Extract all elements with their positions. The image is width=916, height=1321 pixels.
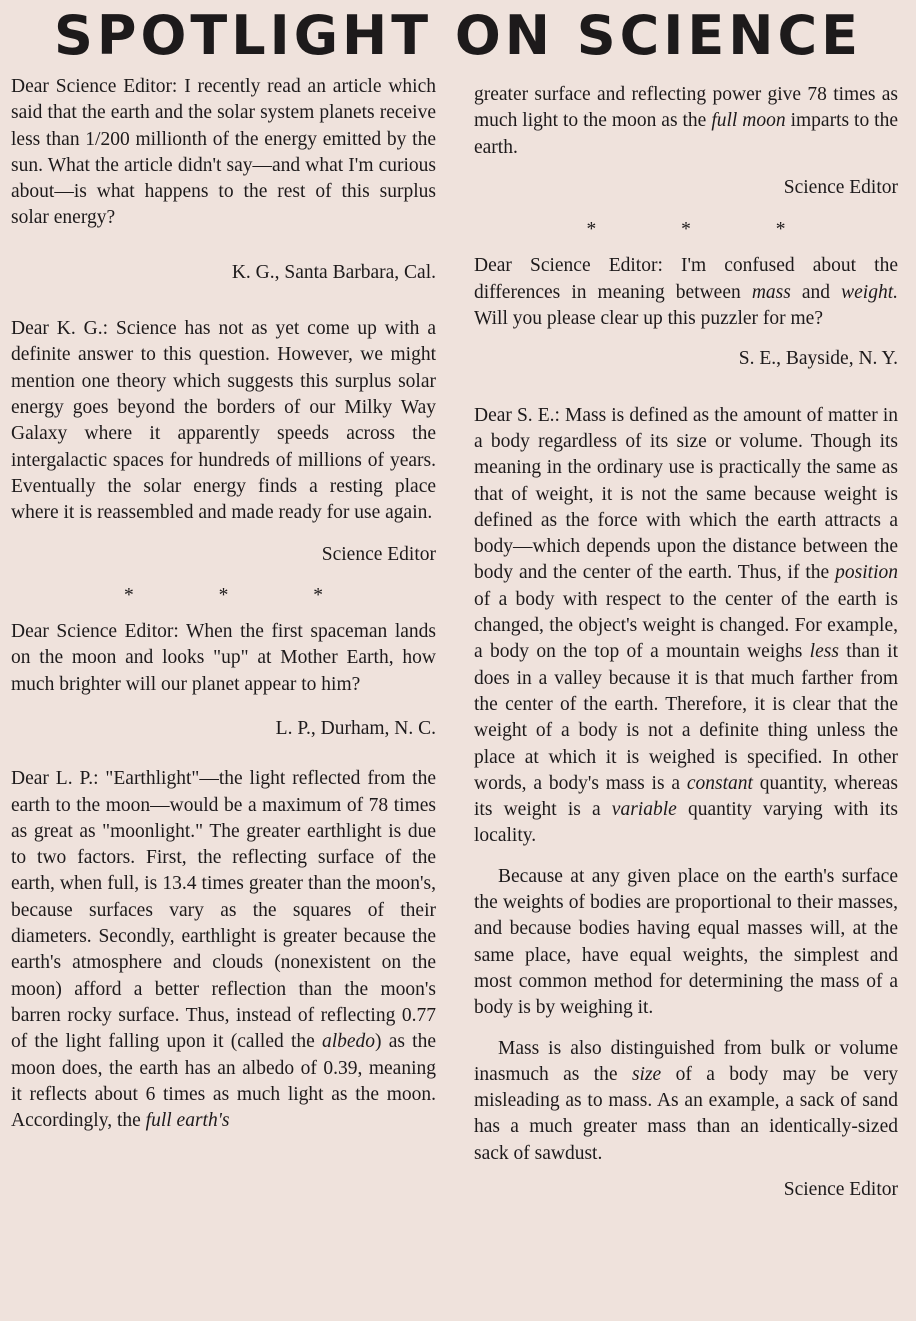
- answer-2-emphasis-full-earth: full earth's: [145, 1110, 230, 1132]
- answer-2-text-a: Dear L. P.: "Earthlight"—the light reflected from the earth to the moon—would be a maximum of 78 times as great as "moonlight." The greater earthlight is due to two factors. First, the reflecting surface of the earth, when full, is 13.4 times greater than the moon's, because surfaces vary as the squares of their diameters. Secondly, earthlight is greater because the earth's atmosphere and clouds (nonexistent on the moon) afford a better reflection than the moon's barren rocky surface. Thus, instead of reflecting 0.77 of the light falling upon it (called the: [11, 768, 436, 1053]
- editor-signature-1: Science Editor: [321, 544, 436, 566]
- paragraph-3-text-a: Mass is also distinguished from bulk or volume inasmuch as the: [474, 1037, 898, 1085]
- question-3-text-c: Will you please clear up this puzzler for me?: [474, 308, 823, 330]
- continuation-text-b: imparts to the earth.: [474, 110, 898, 158]
- letter-signature-3: S. E., Bayside, N. Y.: [738, 348, 898, 370]
- editor-answer-3: [474, 403, 898, 850]
- paragraph-3-emphasis-size: size: [631, 1063, 662, 1085]
- answer-3-emphasis-constant: constant: [686, 772, 753, 794]
- paragraph-3-text-b: of a body may be very misleading as to mass. As an example, a sack of sand has a much greater mass than an identically-sized sack of sawdust.: [474, 1063, 898, 1164]
- question-3-emphasis-mass: mass: [751, 281, 791, 303]
- page-title: SPOTLIGHT ON SCIENCE: [54, 4, 862, 67]
- letter-question-2: Dear Science Editor: When the first spaceman lands on the moon and looks "up" at Mother Earth, how much brighter will our planet appear to him?: [11, 621, 436, 695]
- continuation-emphasis-full-moon: full moon: [711, 110, 786, 132]
- continuation-text-a: greater surface and reflecting power give 78 times as much light to the moon as the: [474, 84, 898, 132]
- answer-3-paragraph-2: Because at any given place on the earth's surface the weights of bodies are proportional to their masses, and because bodies having equal masses will, at the same place, have equal weights, the simplest and most common method for determining the mass of a body is by weighing it.: [474, 865, 898, 1019]
- right-column: [474, 82, 898, 1203]
- answer-3-emphasis-variable: variable: [611, 799, 677, 821]
- section-divider-2: * * *: [586, 219, 826, 241]
- answer-2-continuation: [474, 82, 898, 161]
- letter-question-3: [474, 253, 898, 332]
- editor-answer-2: [11, 766, 436, 1134]
- answer-2-emphasis-albedo: albedo: [321, 1031, 376, 1053]
- left-column: [11, 74, 436, 1134]
- answer-3-text-b: of a body with respect to the center of the earth is changed, the object's weight is changed. For example, a body on the top of a mountain weighs: [474, 588, 898, 663]
- letter-question-1: Dear Science Editor: I recently read an article which said that the earth and the solar system planets receive less than 1/200 millionth of the energy emitted by the sun. What the article didn't say—and what I'm curious about—is what happens to the rest of this surplus solar energy?: [11, 76, 436, 229]
- editor-signature-2: Science Editor: [783, 176, 898, 198]
- answer-3-emphasis-position: position: [835, 562, 898, 584]
- question-3-emphasis-weight: weight.: [841, 281, 898, 303]
- answer-3-text-d: quantity, whereas its weight is a: [474, 772, 898, 821]
- answer-2-text-b: ) as the moon does, the earth has an albedo of 0.39, meaning it reflects about 6 times as much light as the moon. Accordingly, the: [11, 1031, 436, 1132]
- letter-signature-1: K. G., Santa Barbara, Cal.: [231, 261, 436, 283]
- section-divider-1: * * *: [124, 584, 363, 606]
- editor-signature-3: Science Editor: [783, 1178, 898, 1200]
- question-3-text-b: and: [790, 281, 842, 303]
- question-3-text-a: Dear Science Editor: I'm confused about the differences in meaning between: [474, 255, 898, 303]
- editor-answer-1: Dear K. G.: Science has not as yet come up with a definite answer to this question. However, we might mention one theory which suggests this surplus solar energy goes beyond the borders of our Milky Way Galaxy where it apparently speeds across the intergalactic spaces for hundreds of millions of years. Eventually the solar energy finds a resting place where it is reassembled and made ready for use again.: [11, 318, 436, 524]
- answer-3-emphasis-less: less: [809, 641, 839, 663]
- answer-3-text-e: quantity varying with its locality.: [474, 799, 898, 847]
- answer-3-paragraph-3: [474, 1036, 898, 1167]
- letter-signature-2: L. P., Durham, N. C.: [275, 717, 436, 739]
- answer-3-text-c: than it does in a valley because it is that much farther from the center of the earth. Therefore, it is clear that the weight of a body is not a definite thing unless the place at which it is weighed is specified. In other words, a body's mass is a: [474, 641, 898, 794]
- answer-3-text-a: Dear S. E.: Mass is defined as the amount of matter in a body regardless of its size or volume. Though its meaning in the ordinary use is practically the same as that of weight, it is not the same because weight is defined as the force with which the earth attracts a body—which depends upon the distance between the body and the center of the earth. Thus, if the: [474, 404, 898, 584]
